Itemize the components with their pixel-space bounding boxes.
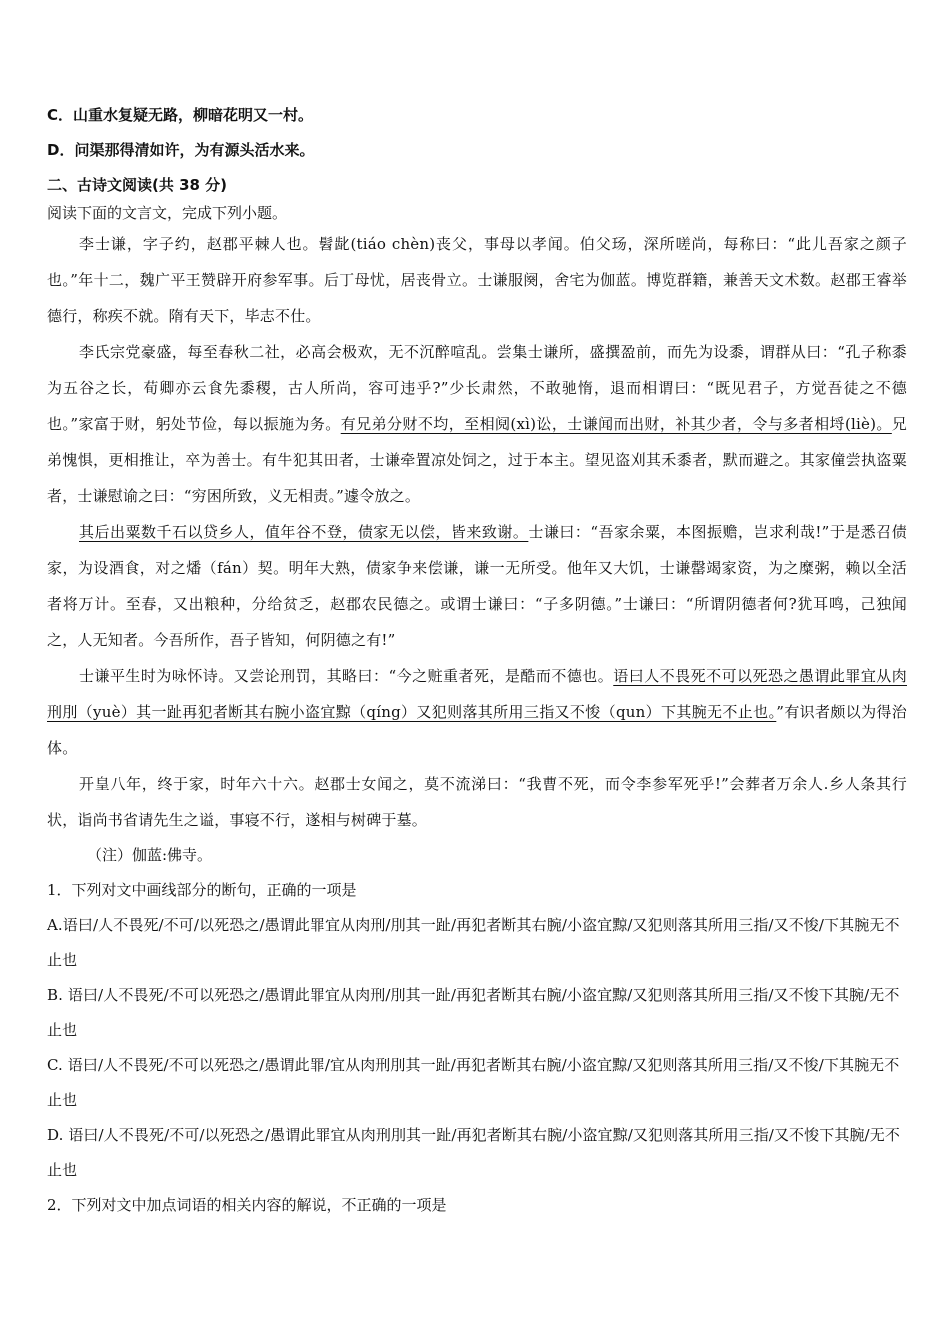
p4-text-a: 士谦平生时为咏怀诗。又尝论刑罚，其略曰：“今之赃重者死，是酷而不德也。: [79, 667, 614, 685]
question-1-option-c: C. 语曰/人不畏死/不可以死恐之/愚谓此罪/宜从肉刑刖其一趾/再犯者断其右腕/小盗宜黥/又犯则落其所用三指/又不悛/下其腕无不止也: [47, 1056, 900, 1109]
section-instruction: 阅读下面的文言文，完成下列小题。: [47, 204, 288, 222]
p2-underlined: 有兄弟分财不均，至相阋(xì)讼，士谦闻而出财，补其少者，令与多者相埒(liè)。: [340, 415, 892, 433]
option-d-prev: D．问渠那得清如许，为有源头活水来。: [47, 141, 315, 159]
passage-paragraph-4: [47, 658, 907, 766]
passage-paragraph-5: 开皇八年，终于家，时年六十六。赵郡士女闻之，莫不流涕曰：“我曹不死，而令李参军死乎!”会葬者万余人.乡人条其行状，诣尚书省请先生之谥，事寝不行，遂相与树碑于墓。: [47, 775, 907, 829]
question-1-option-b: B. 语曰/人不畏死/不可以死恐之/愚谓此罪宜从肉刑/刖其一趾/再犯者断其右腕/小盗宜黥/又犯则落其所用三指/又不悛下其腕/无不止也: [47, 986, 900, 1039]
option-c-prev: C．山重水复疑无路，柳暗花明又一村。: [47, 106, 314, 124]
question-2-stem: 2．下列对文中加点词语的相关内容的解说，不正确的一项是: [47, 1196, 447, 1214]
passage-note: （注）伽蓝:佛寺。: [87, 846, 213, 864]
passage-paragraph-2: [47, 334, 907, 514]
document-page: [47, 98, 907, 1223]
p3-underlined: 其后出粟数千石以贷乡人，值年谷不登，债家无以偿，皆来致谢。: [79, 523, 529, 541]
question-1-stem: 1．下列对文中画线部分的断句，正确的一项是: [47, 881, 357, 899]
p4-underlined: 语曰人不畏死不可以死恐之愚谓此罪宜从肉刑刖（yuè）其一趾再犯者断其右腕小盗宜黥（qíng）又犯则落其所用三指又不悛（qun）下其腕无不止也。: [47, 667, 907, 721]
p2-text-a: 李氏宗党豪盛，每至春秋二社，必高会极欢，无不沉醉喧乱。尝集士谦所，盛撰盈前，而先为设黍，谓群从曰：“孔子称黍为五谷之长，荀卿亦云食先黍稷，古人所尚，容可违乎?”少长肃然，不敢驰惰，退而相谓曰：“既见君子，方觉吾徒之不德也。”家富于财，躬处节俭，每以振施为务。: [47, 343, 907, 433]
question-1-option-a: A.语曰/人不畏死/不可/以死恐之/愚谓此罪宜从肉刑/刖其一趾/再犯者断其右腕/小盗宜黥/又犯则落其所用三指/又不悛/下其腕无不止也: [47, 916, 900, 969]
p2-text-b: 兄弟愧惧，更相推让，卒为善士。有牛犯其田者，士谦牵置凉处饲之，过于本主。望见盗刈其禾黍者，默而避之。其家僮尝执盗粟者，士谦慰谕之曰：“穷困所致，义无相责。”遽令放之。: [47, 415, 907, 505]
passage-paragraph-3: [47, 514, 907, 658]
p3-text-b: 士谦曰：“吾家余粟，本图振赡，岂求利哉!”于是悉召债家，为设酒食，对之燔（fán）契。明年大熟，债家争来偿谦，谦一无所受。他年又大饥，士谦罄竭家资，为之糜粥，赖以全活者将万计。至春，又出粮种，分给贫乏，赵郡农民德之。或谓士谦曰：“子多阴德。”士谦曰：“所谓阴德者何?犹耳鸣，己独闻之，人无知者。今吾所作，吾子皆知，何阴德之有!”: [47, 523, 907, 649]
passage-paragraph-1: 李士谦，字子约，赵郡平棘人也。髫龀(tiáo chèn)丧父，事母以孝闻。伯父玚，深所嗟尚，每称曰：“此儿吾家之颜子也。”年十二，魏广平王赞辟开府参军事。后丁母忧，居丧骨立。士谦服阕，舍宅为伽蓝。博览群籍，兼善天文术数。赵郡王睿举德行，称疾不就。隋有天下，毕志不仕。: [47, 235, 907, 325]
p4-text-b: ”有识者颇以为得治体。: [47, 703, 907, 757]
section-title: 二、古诗文阅读(共 38 分): [47, 176, 228, 194]
question-1-option-d: D. 语曰/人不畏死/不可/以死恐之/愚谓此罪宜从肉刑刖其一趾/再犯者断其右腕/小盗宜黥/又犯则落其所用三指/又不悛下其腕/无不止也: [47, 1126, 900, 1179]
